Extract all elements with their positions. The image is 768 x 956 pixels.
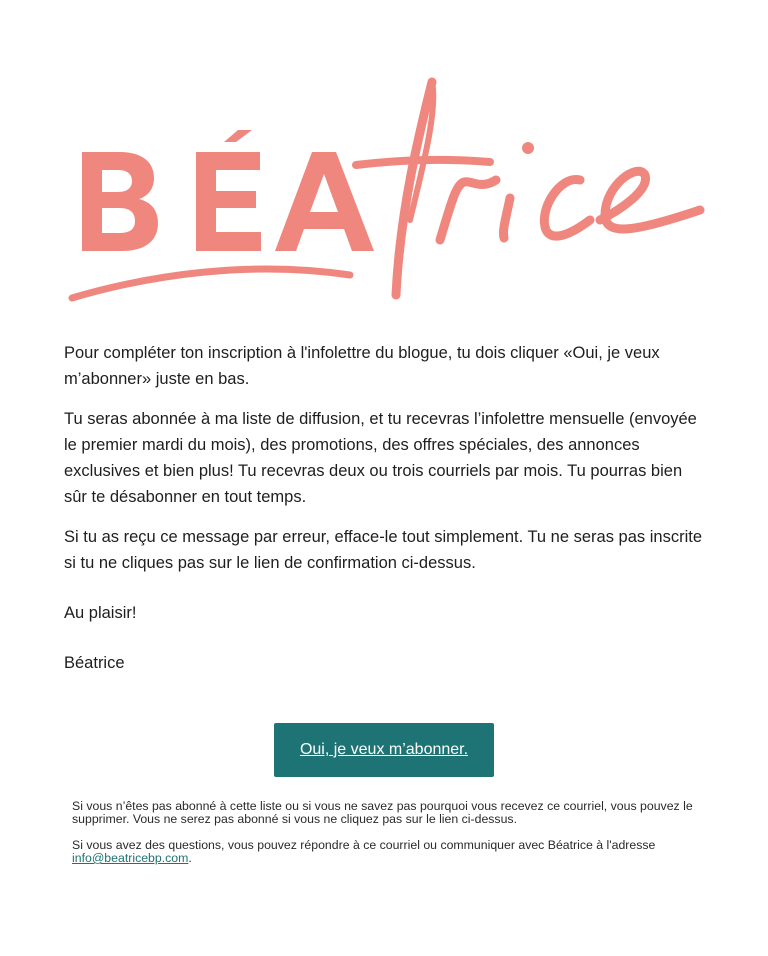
footer-contact xyxy=(72,839,702,865)
intro-paragraph: Pour compléter ton inscription à l'infolettre du blogue, tu dois cliquer «Oui, je veux m’abonner» juste en bas. xyxy=(64,344,660,388)
footer-notice: Si vous n’êtes pas abonné à cette liste ou si vous ne savez pas pourquoi vous recevez ce courriel, vous pouvez le supprimer. Vous ne serez pas abonné si vous ne cliquez pas sur le lien ci-dessus. xyxy=(72,799,693,826)
beatrice-logo xyxy=(60,70,710,310)
email-footer xyxy=(72,800,702,878)
error-notice-paragraph: Si tu as reçu ce message par erreur, efface-le tout simplement. Tu ne seras pas inscrite si tu ne cliques pas sur le lien de confirmation ci-dessus. xyxy=(64,528,702,572)
subscription-details-paragraph: Tu seras abonnée à ma liste de diffusion, et tu recevras l’infolettre mensuelle (envoyée le premier mardi du mois), des promotions, des offres spéciales, des annonces exclusives et bien plus! Tu recevras deux ou trois courriels par mois. Tu pourras bien sûr te désabonner en tout temps. xyxy=(64,410,697,506)
closing-text: Au plaisir! xyxy=(64,604,137,622)
contact-email-link[interactable]: info@beatricebp.com xyxy=(72,851,189,865)
signature: Béatrice xyxy=(64,654,125,672)
subscribe-confirm-button[interactable]: Oui, je veux m’abonner. xyxy=(274,723,494,777)
footer-contact-suffix: . xyxy=(188,851,192,865)
footer-contact-text: Si vous avez des questions, vous pouvez répondre à ce courriel ou communiquer avec Béatrice à l'adresse xyxy=(72,838,656,852)
email-body xyxy=(64,340,704,690)
logo-graphic xyxy=(60,70,710,310)
cta-container xyxy=(0,723,768,777)
